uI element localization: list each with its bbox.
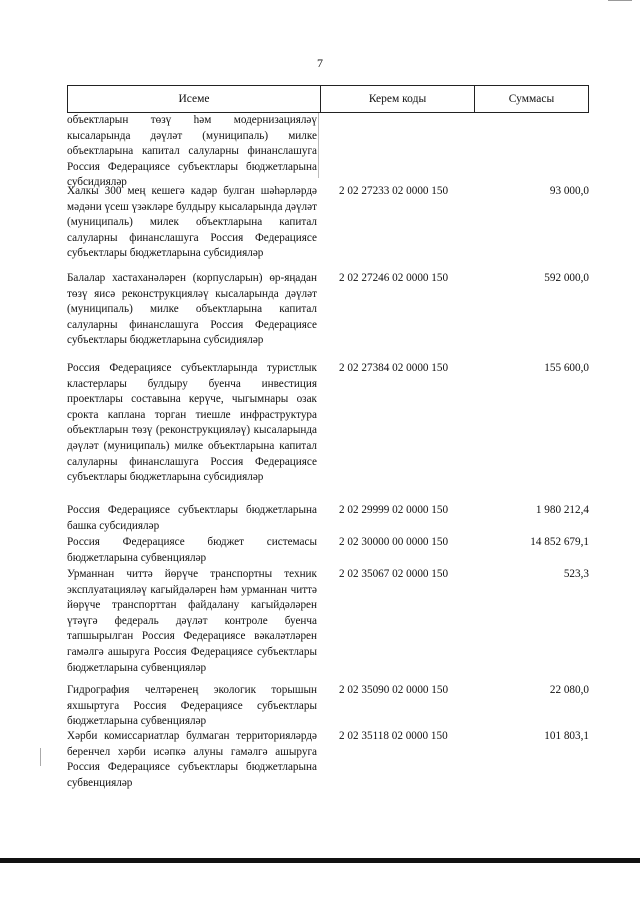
- row-code: 2 02 35067 02 0000 150: [339, 568, 449, 580]
- row-name: Урманнан читтә йөрүче транспортны техник эксплуатацияләү кагыйдәләрен һәм урманнан читтә йөрүче транспорттан файдалану кагыйдәләрен үтәүгә федераль дәүләт контроле буенча тапшырылган Россия Федерациясе вәкаләтләрен гамәлгә ашыруга Россия Федерациясе субъектлары бюджетларына субвенцияләр: [67, 568, 317, 674]
- page-number: 7: [317, 56, 323, 70]
- row-code: 2 02 29999 02 0000 150: [339, 504, 449, 516]
- row-name: Россия Федерациясе бюджет системасы бюджетларына субвенцияләр: [67, 536, 317, 564]
- table-header: [67, 85, 589, 113]
- row-code: 2 02 27233 02 0000 150: [339, 185, 449, 197]
- row-code: 2 02 35090 02 0000 150: [339, 684, 449, 696]
- row-name: Россия Федерациясе субъектлары бюджетларына башка субсидияләр: [67, 504, 317, 532]
- row-sum: 523,3: [563, 568, 589, 580]
- row-sum: 592 000,0: [544, 272, 589, 284]
- scan-artifact: [608, 0, 632, 1]
- row-sum: 155 600,0: [544, 362, 589, 374]
- row-name: Балалар хастаханәләрен (корпусларын) өр-яңадан төзү яисә реконструкцияләү кысаларында дәүләт (муниципаль) милке объектларына капитал салуларны финанслашуга Россия Федерациясе субъектлары бюджетларына субсидияләр: [67, 272, 317, 347]
- row-sum: 101 803,1: [544, 730, 589, 742]
- row-code: 2 02 35118 02 0000 150: [339, 730, 448, 742]
- row-sum: 22 080,0: [549, 684, 589, 696]
- row-code: 2 02 30000 00 0000 150: [339, 536, 449, 548]
- row-name: Халкы 300 мең кешегә кадәр булган шәһәрләрдә мәдәни үсеш үзәкләре булдыру кысаларында дәүләт (муниципаль) милек объектларына капитал салуларны финанслашуга Россия Федерациясе субъектлары бюджетларына субсидияләр: [67, 185, 317, 260]
- header-sum: Суммасы: [508, 93, 555, 105]
- column-divider: [318, 113, 319, 178]
- row-name: Россия Федерациясе субъектларында туристлык кластерлары булдыру буенча инвестиция проектлары составына керүче, чыгымнары озак срокта каплана торган тиешле инфраструктура объектларын төзү (реконструкцияләү) кысаларында дәүләт (муниципаль) милке объектларына капитал салуларны финанслашуга Россия Федерациясе субъектлары бюджетларына субсидияләр: [67, 362, 317, 484]
- row-name: Хәрби комиссариатлар булмаган территорияләрдә беренчел хәрби исәпкә алуны гамәлгә ашыруга Россия Федерациясе субъектлары бюджетларына субвенцияләр: [67, 730, 317, 789]
- scan-border: [0, 858, 640, 863]
- row-sum: 14 852 679,1: [530, 536, 589, 548]
- row-name: Гидрография челтәренең экологик торышын яхшыртуга Россия Федерациясе субъектлары бюджетларына субвенцияләр: [67, 684, 317, 728]
- row-sum: 93 000,0: [549, 185, 589, 197]
- header-code: Керем коды: [321, 86, 475, 112]
- row-name: объектларын төзү һәм модернизацияләү кысаларында дәүләт (муниципаль) милке объектларына капитал салуларны финанслашуга Россия Федерациясе субъектлары бюджетларына субсидияләр: [67, 114, 317, 189]
- scan-artifact: [40, 748, 41, 766]
- row-sum: 1 980 212,4: [535, 504, 589, 516]
- row-code: 2 02 27246 02 0000 150: [339, 272, 449, 284]
- header-name: Исеме: [68, 86, 321, 112]
- row-code: 2 02 27384 02 0000 150: [339, 362, 449, 374]
